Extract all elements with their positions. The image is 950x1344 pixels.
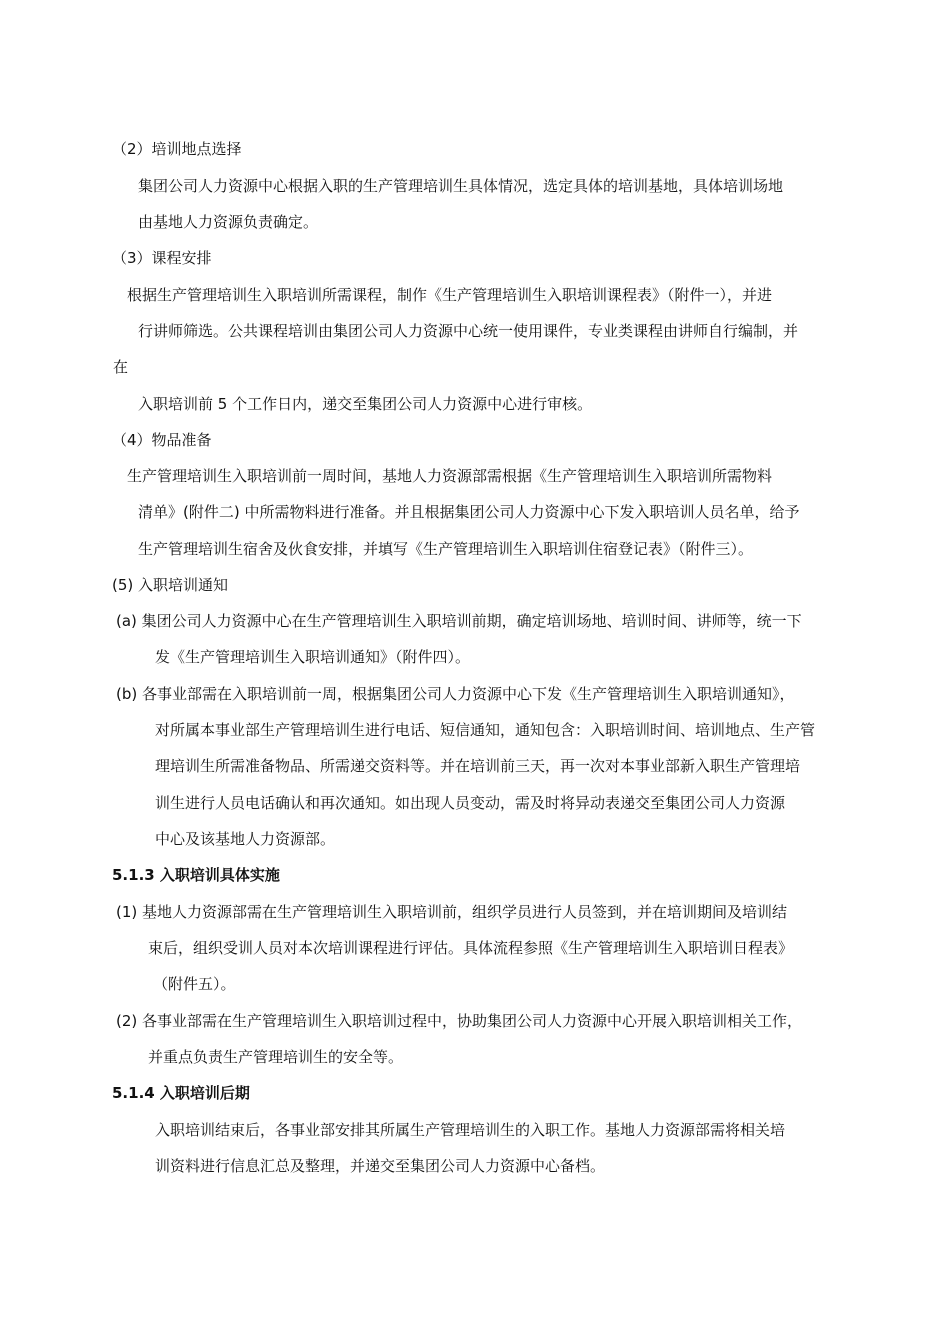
paragraph-line: 根据生产管理培训生入职培训所需课程，制作《生产管理培训生入职培训课程表》（附件一），并进 xyxy=(127,286,773,304)
list-item-line: 训生进行人员电话确认和再次通知。如出现人员变动，需及时将异动表递交至集团公司人力资源 xyxy=(155,794,786,812)
list-item-line: 中心及该基地人力资源部。 xyxy=(155,830,336,848)
list-item-line: 发《生产管理培训生入职培训通知》（附件四）。 xyxy=(155,648,471,666)
paragraph-line: 生产管理培训生宿舍及伙食安排，并填写《生产管理培训生入职培训住宿登记表》（附件三）。 xyxy=(138,540,754,558)
list-item-line: (2) 各事业部需在生产管理培训生入职培训过程中，协助集团公司人力资源中心开展入职培训相关工作， xyxy=(116,1012,803,1030)
paragraph-line: 入职培训前 5 个工作日内，递交至集团公司人力资源中心进行审核。 xyxy=(138,395,593,413)
list-item-line: 束后，组织受训人员对本次培训课程进行评估。具体流程参照《生产管理培训生入职培训日程表》 xyxy=(148,939,794,957)
section-heading-notification: (5) 入职培训通知 xyxy=(112,576,229,594)
list-item-line: (1) 基地人力资源部需在生产管理培训生入职培训前，组织学员进行人员签到，并在培训期间及培训结 xyxy=(116,903,788,921)
list-item-line: (a) 集团公司人力资源中心在生产管理培训生入职培训前期，确定培训场地、培训时间、讲师等，统一下 xyxy=(116,612,802,630)
list-item-line: 理培训生所需准备物品、所需递交资料等。并在培训前三天，再一次对本事业部新入职生产管理培 xyxy=(155,757,801,775)
section-heading-course-arrangement: （3）课程安排 xyxy=(112,249,212,267)
paragraph-line: 集团公司人力资源中心根据入职的生产管理培训生具体情况，选定具体的培训基地，具体培训场地 xyxy=(138,177,784,195)
section-heading-materials: （4）物品准备 xyxy=(112,431,212,449)
paragraph-line: 由基地人力资源负责确定。 xyxy=(138,213,319,231)
paragraph-line: 生产管理培训生入职培训前一周时间，基地人力资源部需根据《生产管理培训生入职培训所需物料 xyxy=(127,467,773,485)
paragraph-line: 训资料进行信息汇总及整理，并递交至集团公司人力资源中心备档。 xyxy=(155,1157,606,1175)
section-heading-training-location: （2）培训地点选择 xyxy=(112,140,242,158)
list-item-line: （附件五）。 xyxy=(153,975,236,993)
section-heading-5-1-3: 5.1.3 入职培训具体实施 xyxy=(112,866,280,884)
section-heading-5-1-4: 5.1.4 入职培训后期 xyxy=(112,1084,250,1102)
paragraph-line: 在 xyxy=(113,358,129,376)
paragraph-line: 入职培训结束后，各事业部安排其所属生产管理培训生的入职工作。基地人力资源部需将相关培 xyxy=(155,1121,786,1139)
list-item-line: 并重点负责生产管理培训生的安全等。 xyxy=(148,1048,404,1066)
list-item-line: (b) 各事业部需在入职培训前一周，根据集团公司人力资源中心下发《生产管理培训生入职培训通知》， xyxy=(116,685,795,703)
paragraph-line: 行讲师筛选。公共课程培训由集团公司人力资源中心统一使用课件，专业类课程由讲师自行编制，并 xyxy=(138,322,799,340)
paragraph-line: 清单》(附件二) 中所需物料进行准备。并且根据集团公司人力资源中心下发入职培训人员名单，给予 xyxy=(138,503,800,521)
list-item-line: 对所属本事业部生产管理培训生进行电话、短信通知，通知包含：入职培训时间、培训地点、生产管 xyxy=(155,721,816,739)
